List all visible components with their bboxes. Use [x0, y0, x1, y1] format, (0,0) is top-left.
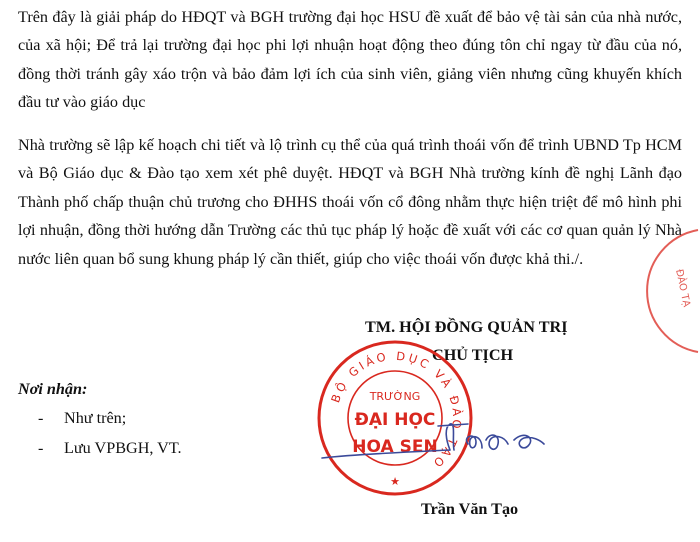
seal-ring-text: BỘ GIÁO DỤC VÀ ĐÀO TẠO	[328, 348, 465, 472]
seal-star-icon: ★	[390, 475, 400, 488]
signature-role-line: TM. HỘI ĐỒNG QUẢN TRỊ	[365, 318, 568, 336]
recipient-dash: -	[38, 439, 44, 457]
seal-line-2: ĐẠI HỌC	[354, 410, 436, 430]
signer-name: Trần Văn Tạo	[421, 500, 519, 518]
recipient-item	[38, 439, 182, 458]
recipient-text: Lưu VPBGH, VT.	[64, 439, 182, 457]
seal-line-3: HOA SEN	[352, 437, 438, 457]
recipient-text: Như trên;	[64, 409, 127, 427]
partial-seal-ring	[647, 230, 698, 352]
recipients-label	[18, 380, 87, 399]
seal-line-1: TRƯỜNG	[369, 390, 421, 403]
signature-position-line: CHỦ TỊCH	[432, 346, 514, 364]
partial-seal-icon	[646, 226, 700, 356]
body-paragraph-2: Nhà trường sẽ lập kế hoạch chi tiết và lộ trình cụ thể của quá trình thoái vốn để trình UBND Tp HCM và Bộ Giáo dục & Đào tạo xem xét phê duyệt. HĐQT và BGH Nhà trường kính đề nghị Lãnh đạo Thành phố chấp thuận chủ trương cho ĐHHS thoái vốn cổ đông nhằm thực hiện triệt để mô hình phi lợi nhuận, đồng thời hướng dẫn Trường các thủ tục pháp lý hoặc đề xuất với các cơ quan quản lý Nhà nước liên quan bổ sung khung pháp lý cần thiết, giúp cho việc thoái vốn được khả thi./.	[18, 136, 682, 268]
recipients-label-colon: :	[82, 380, 88, 398]
recipients-label-text: Nơi nhận	[18, 380, 83, 398]
handwritten-signature-icon	[318, 410, 548, 470]
recipient-dash: -	[38, 409, 44, 427]
recipient-item	[38, 409, 126, 428]
partial-seal-text: ĐÀO TẠ	[673, 268, 692, 309]
body-paragraph-1: Trên đây là giải pháp do HĐQT và BGH trường đại học HSU đề xuất để bảo vệ tài sản của nhà nước, của xã hội; Để trả lại trường đại học phi lợi nhuận hoạt động theo đúng tôn chỉ ngay từ đầu của nó, đồng thời tránh gây xáo trộn và bảo đảm lợi ích của sinh viên, giảng viên nhưng cũng khuyến khích đầu tư vào giáo dục	[18, 8, 682, 112]
